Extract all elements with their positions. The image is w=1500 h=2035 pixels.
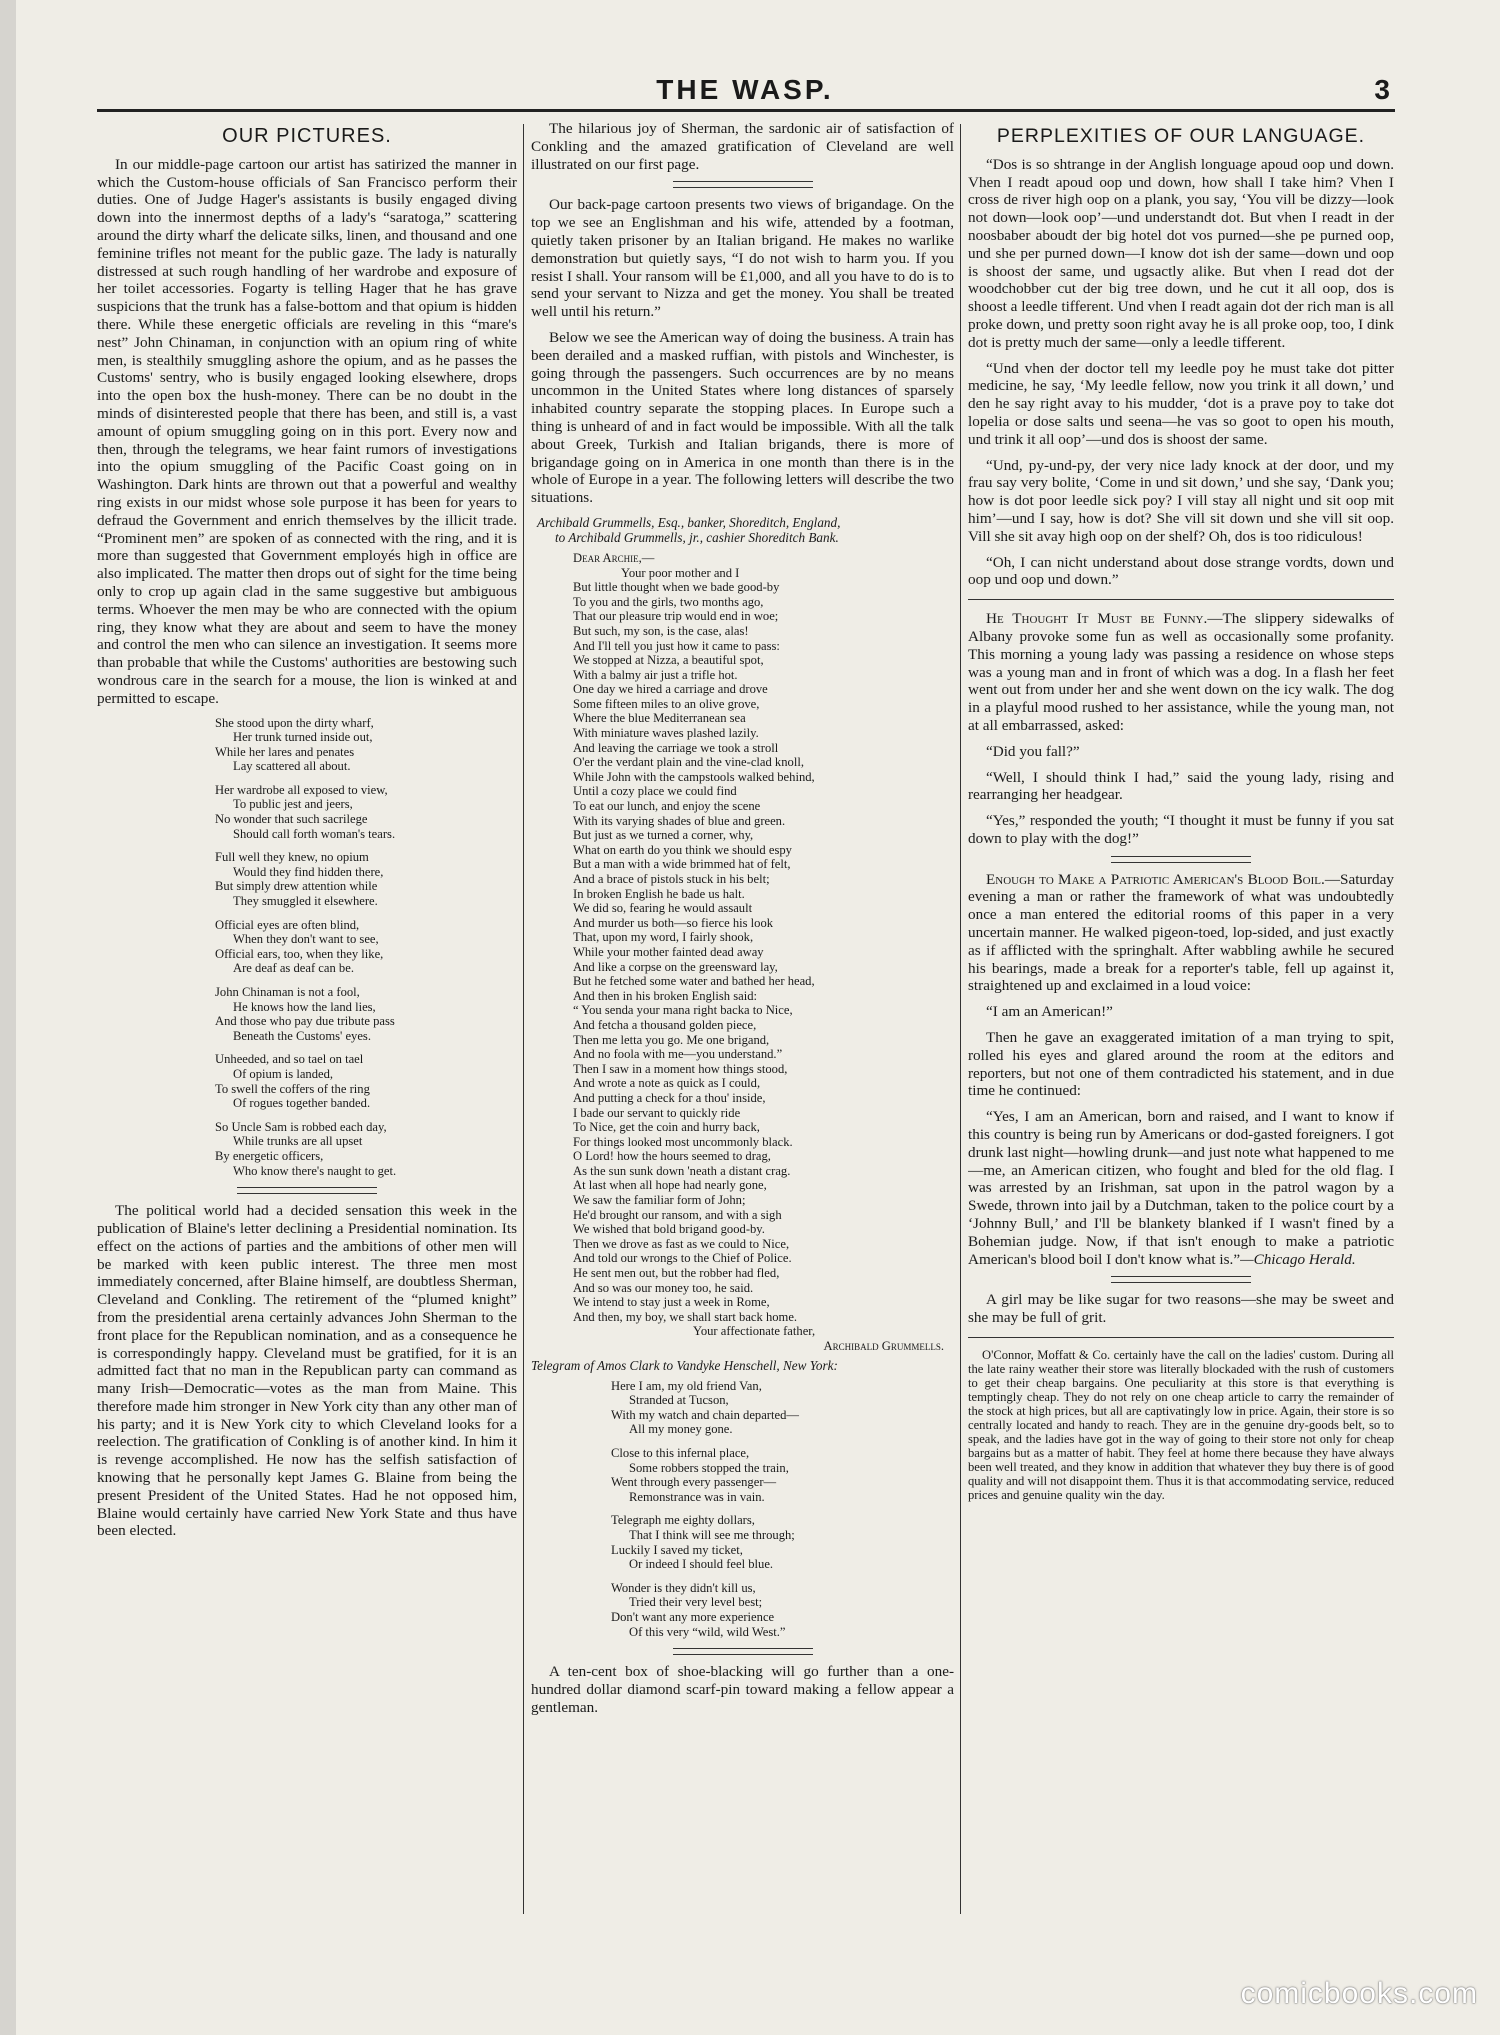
letter-line: And I'll tell you just how it came to pass: — [573, 638, 780, 653]
letter-line: For things looked most uncommonly black. — [573, 1134, 793, 1149]
telegram-stanza — [611, 1513, 954, 1571]
telegram-heading: Telegram of Amos Clark to Vandyke Henschell, New York: — [531, 1357, 838, 1373]
perplexities-heading: PERPLEXITIES OF OUR LANGUAGE. — [996, 125, 1366, 147]
letter-line: Then I saw in a moment how things stood, — [573, 1061, 788, 1076]
letter-line: Until a cozy place we could find — [573, 784, 737, 799]
letter-line: And told our wrongs to the Chief of Police. — [573, 1251, 792, 1266]
page-number: 3 — [1374, 74, 1390, 105]
poem-line: He knows how the land lies, — [233, 999, 376, 1014]
letter-line: We wished that bold brigand good-by. — [573, 1222, 765, 1237]
store-advertisement — [968, 1348, 1394, 1502]
poem-line: Unheeded, and so tael on tael — [215, 1052, 364, 1067]
letter-heading-line-1: Archibald Grummells, Esq., banker, Shoreditch, England, — [537, 514, 841, 530]
letter-line: And wrote a note as quick as I could, — [573, 1076, 761, 1091]
telegram-line: Went through every passenger— — [611, 1475, 777, 1490]
telegram-line: Or indeed I should feel blue. — [629, 1557, 774, 1572]
telegram-line: Remonstrance was in vain. — [629, 1489, 765, 1504]
letter-heading — [531, 515, 954, 545]
funny-line-3: “Well, I should think I had,” said the young lady, rising and rearranging her headgear. — [968, 768, 1394, 804]
site-watermark: comicbooks.com — [1240, 1977, 1478, 2010]
letter-line: We intend to stay just a week in Rome, — [573, 1295, 770, 1310]
poem-stanza — [215, 1120, 517, 1178]
poem-line: To swell the coffers of the ring — [215, 1081, 370, 1096]
poem-stanza — [215, 716, 517, 774]
letter-line: To eat our lunch, and enjoy the scene — [573, 799, 761, 814]
letter-closing: Your affectionate father, — [693, 1324, 816, 1339]
telegram-line: Here I am, my old friend Van, — [611, 1378, 762, 1393]
perplexities-para-4: “Oh, I can nicht understand about dose strange vordts, down und oop und oop und down.” — [968, 553, 1394, 589]
poem-line: When they don't want to see, — [233, 932, 379, 947]
letter-line: With its varying shades of blue and green. — [573, 813, 786, 828]
masthead — [100, 74, 1390, 104]
section-separator — [1111, 856, 1251, 863]
telegram-line: Close to this infernal place, — [611, 1445, 750, 1460]
section-separator — [673, 181, 813, 188]
poem-line: And those who pay due tribute pass — [215, 1014, 395, 1029]
letter-line: One day we hired a carriage and drove — [573, 682, 768, 697]
telegram-line: Of this very “wild, wild West.” — [629, 1624, 786, 1639]
poem-stanza — [215, 985, 517, 1043]
section-separator — [673, 1648, 813, 1655]
letter-line: But a man with a wide brimmed hat of felt, — [573, 857, 791, 872]
letter-line: To Nice, get the coin and hurry back, — [573, 1120, 760, 1135]
funny-body: —The slippery sidewalks of Albany provoke some fun as well as occasionally some profanity. This morning a young lady was passing a residence on whose steps was a young man and in front of which was a dog. In a flash her feet went out from under her and she went down on the icy walk. The dog in a playful mood rushed to her assistance, while the young man, not at all embarrassed, asked: — [968, 610, 1394, 734]
poem-line: Lay scattered all about. — [233, 759, 351, 774]
letter-line: And putting a check for a thou' inside, — [573, 1090, 766, 1105]
poem-line: Her wardrobe all exposed to view, — [215, 782, 388, 797]
telegram-stanza — [611, 1379, 954, 1437]
enough-quote: “Yes, I am an American, born and raised, and I want to know if this country is being run by Americans or dod-gasted foreigners. I got drunk last night—howling drunk—and just note what happened to me—me, an American citizen, who fought and bled for the old flag. I was arrested by an Irishman, sat upon in the patrol wagon by a Swede, thrown into jail by a Dutchman, taken to the police court by a ‘Johnny Bull,’ and I'll be blankety blanked if I wasn't fined by a Bohemian judge. Now, if that isn't enough to make a patriotic American's blood boil I don't know what is.” — [968, 1108, 1394, 1268]
newspaper-title: THE WASP. — [656, 74, 834, 105]
letter-line: With a balmy air just a trifle hot. — [573, 667, 738, 682]
letter-line: Then we drove as fast as we could to Nice, — [573, 1236, 790, 1251]
letter-salutation: Dear Archie,— — [573, 550, 655, 565]
poem-line: But simply drew attention while — [215, 879, 378, 894]
letter-line: And fetcha a thousand golden piece, — [573, 1017, 757, 1032]
brigandage-article: Our back-page cartoon presents two views of brigandage. On the top we see an Englishman and his wife, attended by a footman, quietly taken prisoner by an Italian brigand. He makes no warlike demonstration but quietly says, “I do not wish to harm you. If you resist I shall. Your ransom will be £1,000, and all you have to do is to send your servant to Nizza and get the money. You shall be treated well until his return.” — [531, 196, 954, 321]
letter-line: And murder us both—so fierce his look — [573, 915, 774, 930]
telegram-line: Wonder is they didn't kill us, — [611, 1580, 756, 1595]
letter-line: O'er the verdant plain and the vine-clad knoll, — [573, 755, 804, 770]
letter-line: “ You senda your mana right backa to Nice, — [573, 1003, 793, 1018]
poem-line: Beneath the Customs' eyes. — [233, 1028, 371, 1043]
letter-line: But such, my son, is the case, alas! — [573, 623, 749, 638]
letter-line: Your poor mother and I — [621, 565, 740, 580]
column-1 — [97, 120, 517, 1915]
poem-line: To public jest and jeers, — [233, 797, 353, 812]
telegram-stanza — [611, 1446, 954, 1504]
funny-title: He Thought It Must be Funny. — [986, 610, 1208, 628]
letter-line: We did so, fearing he would assault — [573, 901, 753, 916]
enough-line-3: Then he gave an exaggerated imitation of a man trying to spit, rolled his eyes and glared around the room at the editors and reporters, but not one of them contradicted his statement, and in due time he continued: — [968, 1029, 1394, 1100]
section-separator — [237, 1187, 377, 1194]
letter-line: In broken English he bade us halt. — [573, 886, 745, 901]
poem-stanza — [215, 850, 517, 908]
column-3 — [968, 120, 1394, 1915]
letter-line: But just as we turned a corner, why, — [573, 828, 754, 843]
enough-body: —Saturday evening a man or rather the framework of what was undoubtedly once a man entered the editorial rooms of this paper in a very uncertain manner. He walked pigeon-toed, lop-sided, and just exactly as if afflicted with the springhalt. After wabbling awhile he secured his bearings, made a break for a reporter's table, fell up against it, straightened up and exclaimed in a loud voice: — [968, 870, 1394, 995]
letter-line: And so was our money too, he said. — [573, 1280, 754, 1295]
section-separator — [968, 599, 1394, 600]
column-divider-2 — [960, 124, 961, 1914]
poem-line: She stood upon the dirty wharf, — [215, 715, 374, 730]
telegram-line: With my watch and chain departed— — [611, 1407, 799, 1422]
letter-line: Then me letta you go. Me one brigand, — [573, 1032, 770, 1047]
perplexities-para-3: “Und, py-und-py, der very nice lady knock at der door, und my frau say very bolite, ‘Come in und sit down,’ und she say, ‘Dank you; how is dot poor leedle sick poy? I vill stay all night und sit oop mit him’—und I say, how is dot? She vill sit down und she vill sit oop. Vill she sit avay high oop on der shelf? Oh, dos is too ridiculous! — [968, 456, 1394, 545]
poem-line: Full well they knew, no opium — [215, 850, 369, 865]
telegram-line: Telegraph me eighty dollars, — [611, 1513, 755, 1528]
enough-article — [968, 871, 1394, 996]
column-2 — [531, 120, 954, 1915]
funny-article — [968, 610, 1394, 735]
poem-line: Of opium is landed, — [233, 1066, 334, 1081]
letter-line: And no foola with me—you understand.” — [573, 1047, 783, 1062]
poem-line: Her trunk turned inside out, — [233, 730, 373, 745]
telegram-line: Tried their very level best; — [629, 1595, 763, 1610]
letter-line: As the sun sunk down 'neath a distant crag. — [573, 1163, 791, 1178]
letter-line: And then in his broken English said: — [573, 988, 757, 1003]
enough-title: Enough to Make a Patriotic American's Blood Boil. — [986, 870, 1325, 888]
poem-line: So Uncle Sam is robbed each day, — [215, 1119, 387, 1134]
letter-line: But he fetched some water and bathed her head, — [573, 974, 815, 989]
poem-line: Are deaf as deaf can be. — [233, 961, 354, 976]
telegram-line: Luckily I saved my ticket, — [611, 1542, 743, 1557]
letter-line: But little thought when we bade good-by — [573, 580, 780, 595]
letter-line: And then, my boy, we shall start back home. — [573, 1309, 798, 1324]
letter-line: What on earth do you think we should espy — [573, 842, 792, 857]
enough-line-2: “I am an American!” — [986, 1003, 1113, 1021]
letter-line: At last when all hope had nearly gone, — [573, 1178, 767, 1193]
telegram-line: Some robbers stopped the train, — [629, 1460, 789, 1475]
perplexities-para-1: “Dos is so shtrange in der Anglish longuage apoud oop und down. Vhen I readt apoud oop und down, how shall I take him? Vhen I cross de river high oop on a plank, you say, ‘You vill be dizzy—look not down—look oop’—und understandt dot. But vhen I readt in der noosbaber aboudt der big hotel dot vos purned—she pe purned oop, und she per purned down—I know dot ish der same—down und oop is shoost der same, und ugsactly alike. But vhen I read dot der woodchobber cut der big tree down, und he cut it all oop, dos is shoost a leedle tifferent. Und vhen I readt again dot der rich man is all proke down, und pretty soon right avay he is all proke oop, too, I dink dot is pretty much der same—only a leedle tifferent. — [968, 155, 1394, 351]
letter-line: We stopped at Nizza, a beautiful spot, — [573, 653, 764, 668]
shoe-blacking-quip: A ten-cent box of shoe-blacking will go further than a one-hundred dollar diamond scarf-pin toward making a fellow appear a gentleman. — [531, 1663, 954, 1716]
our-pictures-heading: OUR PICTURES. — [222, 125, 392, 147]
letter-line: And leaving the carriage we took a stroll — [573, 740, 779, 755]
letter-line: With miniature waves plashed lazily. — [573, 726, 759, 741]
letter-line: We saw the familiar form of John; — [573, 1193, 746, 1208]
letter-line: Where the blue Mediterranean sea — [573, 711, 746, 726]
blaine-letter-article: The political world had a decided sensation this week in the publication of Blaine's letter declining a Presidential nomination. Its effect on the actions of parties and the ambitions of other men will be marked with keen public interest. The three men most immediately concerned, after Blaine himself, are doubtless Sherman, Cleveland and Conkling. The retirement of the “plumed knight” from the presidential arena certainly advances John Sherman to the front place for the Republican nomination, and as a consequence he is correspondingly happy. Cleveland must be gratified, for it is an admitted fact that no man in the Republican party can command as many Irish—Democratic—votes as the man from Maine. This therefore made him stronger in New York city than any other man of his party; and it is New York city to which Cleveland looks for a reelection. The gratification of Conkling is of another kind. In him it is revenge accomplished. He now has the selfish satisfaction of knowing that he personally kept James G. Blaine from being the present President of the United States. Had he not opposed him, Blaine would certainly have carried New York State and thus have been elected. — [97, 1202, 517, 1540]
letter-line: He'd brought our ransom, and with a sigh — [573, 1207, 782, 1222]
store-ad-text: O'Connor, Moffatt & Co. certainly have the call on the ladies' custom. During all the late rainy weather their store was literally blockaded with the rush of customers to get their cheap bargains. One peculiarity at this store is that everything is temptingly cheap. They do not rely on one cheap article to carry the remainder of the stock at high prices, but all are captivatingly low in price. Again, their store is so centrally located and handy to reach. They are in the genuine dry-goods belt, so to speak, and the ladies have got in the way of going to their store not only for cheap bargains but as a matter of habit. They feel at home there because they have always been well treated, and they know in addition that whatever they buy there is of good quality and will not disappoint them. Thus it is that accommodating service, reduced prices and genuine quality win the day. — [968, 1348, 1394, 1503]
telegram-line: Don't want any more experience — [611, 1609, 775, 1624]
american-way-article: Below we see the American way of doing the business. A train has been derailed and a masked ruffian, with pistols and Winchester, is going through the passengers. Such occurrences are by no means uncommon in the United States where long distances of sparsely inhabited country separate the stopping places. In Europe such a thing is unheard of and in fact would be impossible. With all the talk about Greek, Turkish and Italian brigands, there is more of brigandage going on in America in one month than there is in the whole of Europe in a year. The following letters will describe the two situations. — [531, 328, 954, 507]
poem-line: No wonder that such sacrilege — [215, 812, 368, 827]
page-gutter — [0, 0, 16, 2035]
telegram-line: That I think will see me through; — [629, 1527, 795, 1542]
letter-line: I bade our servant to quickly ride — [573, 1105, 741, 1120]
section-separator — [968, 1337, 1394, 1338]
column-divider-1 — [523, 124, 524, 1914]
enough-line-4 — [968, 1108, 1394, 1268]
letter-line: And like a corpse on the greensward lay, — [573, 959, 778, 974]
poem-line: John Chinaman is not a fool, — [215, 985, 360, 999]
grummells-letter — [531, 551, 954, 1354]
letter-signature: Archibald Grummells. — [823, 1339, 944, 1353]
poem-stanza — [215, 783, 517, 841]
telegram-poem — [531, 1379, 954, 1640]
letter-line: And a brace of pistols stuck in his belt; — [573, 872, 770, 886]
poem-line: Would they find hidden there, — [233, 864, 384, 879]
letter-line: That our pleasure trip would end in woe; — [573, 609, 779, 624]
perplexities-para-2: “Und vhen der doctor tell my leedle poy he must take dot pitter medicine, he say, ‘My leedle fellow, now you trink it all down,’ und den he say right avay to his mudder, ‘dot is a prave poy to take dot lopelia or dose salts und seena—he vas so goot to open his mouth, und trink it all oop’—und dos is shoost der same. — [968, 359, 1394, 448]
poem-line: Should call forth woman's tears. — [233, 826, 396, 841]
poem-line: Official eyes are often blind, — [215, 917, 360, 932]
letter-heading-line-2: to Archibald Grummells, jr., cashier Shoreditch Bank. — [555, 529, 839, 545]
poem-line: While trunks are all upset — [233, 1134, 363, 1149]
poem-stanza — [215, 1052, 517, 1110]
poem-line: While her lares and penates — [215, 744, 355, 759]
poem-line: By energetic officers, — [215, 1148, 324, 1163]
telegram-stanza — [611, 1581, 954, 1639]
funny-line-2: “Did you fall?” — [986, 742, 1080, 760]
letter-line: Some fifteen miles to an olive grove, — [573, 696, 760, 711]
poem-line: Of rogues together banded. — [233, 1096, 371, 1111]
first-page-note: The hilarious joy of Sherman, the sardonic air of satisfaction of Conkling and the amazed gratification of Cleveland are well illustrated on our first page. — [531, 120, 954, 173]
letter-line: While your mother fainted dead away — [573, 944, 764, 959]
poem-stanza — [215, 918, 517, 976]
letter-line: O Lord! how the hours seemed to drag, — [573, 1149, 771, 1164]
customs-poem — [97, 716, 517, 1179]
telegram-line: All my money gone. — [629, 1422, 733, 1437]
poem-line: They smuggled it elsewhere. — [233, 894, 378, 909]
letter-line: While John with the campstools walked behind, — [573, 769, 815, 784]
letter-line: He sent men out, but the robber had fled, — [573, 1266, 780, 1281]
letter-line: That, upon my word, I fairly shook, — [573, 930, 754, 945]
enough-source: —Chicago Herald. — [1240, 1250, 1356, 1268]
our-pictures-article: In our middle-page cartoon our artist has satirized the manner in which the Custom-house officials of San Francisco perform their duties. One of Judge Hager's assistants is busily engaged diving down into the innermost depths of a lady's “saratoga,” scattering around the dirty wharf the delicate silks, linen, and thousand and one feminine trifles not meant for the public gaze. The lady is naturally distressed at such rough handling of her wardrobe and exposure of her toilet accessories. Fogarty is telling Hager that he has grave suspicions that the trunk has a false-bottom and that opium is hidden there. While these energetic officials are reveling in this “mare's nest” John Chinaman, in conjunction with an opium ring of white men, is stealthily smuggling ashore the opium, and as he passes the Customs' sentry, who is busily engaged looking elsewhere, drops into the open box the hush-money. There can be no doubt in the minds of disinterested people that there has been, and still is, a vast amount of opium smuggling going on in this port. Every now and then, through the telegrams, we hear faint rumors of investigations into the opium smuggling of the Pacific Coast going on in Washington. Dark hints are thrown out that a powerful and wealthy ring exists in our midst whose sole purpose it has been for years to defraud the Government and enrich themselves by the illicit trade. “Prominent men” are spoken of as connected with the ring, and it is more than suggested that Government employés high in office are also implicated. The matter then drops out of sight for the time being only to crop up again clad in the same suggestive but ambiguous terms. Whoever the men may be who are connected with the opium ring, they know what they are about and seem to have the money and control the men who can silence an investigation. It seems more than probable that while the Customs' authorities are bestowing such wondrous care in the search for a mouse, the lion is winked at and permitted to escape. — [97, 155, 517, 707]
poem-line: Official ears, too, when they like, — [215, 946, 384, 961]
girl-quip: A girl may be like sugar for two reasons—she may be sweet and she may be full of grit. — [968, 1291, 1394, 1327]
poem-line: Who know there's naught to get. — [233, 1163, 397, 1178]
telegram-line: Stranded at Tucson, — [629, 1393, 729, 1408]
header-rule — [97, 109, 1395, 112]
funny-line-4: “Yes,” responded the youth; “I thought it must be funny if you sat down to play with the dog!” — [968, 812, 1394, 847]
letter-line: To you and the girls, two months ago, — [573, 594, 764, 609]
section-separator — [1111, 1276, 1251, 1283]
